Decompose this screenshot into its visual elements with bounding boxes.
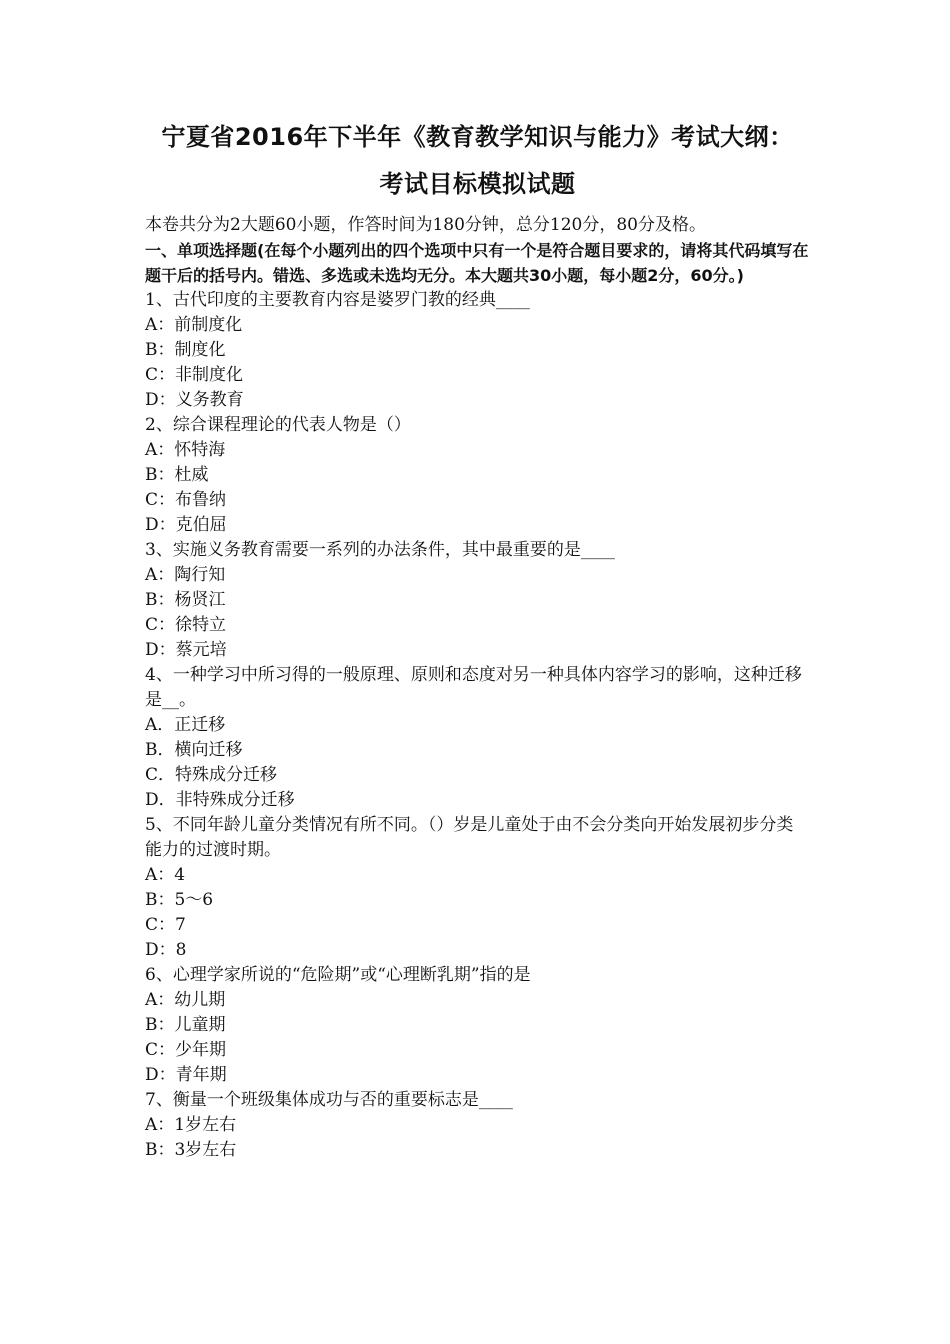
option-b: B．横向迁移	[145, 740, 243, 760]
option-c: C：非制度化	[145, 365, 244, 385]
section-heading-single-choice: 一、单项选择题(在每个小题列出的四个选项中只有一个是符合题目要求的，请将其代码填写在题干后的括号内。错选、多选或未选均无分。本大题共30小题，每小题2分，60分。)	[145, 241, 809, 285]
question-stem: 7、衡量一个班级集体成功与否的重要标志是____	[145, 1090, 513, 1110]
option-b: B：杨贤江	[145, 590, 226, 610]
option-d: D：义务教育	[145, 390, 244, 410]
document-title-line1: 宁夏省2016年下半年《教育教学知识与能力》考试大纲：	[161, 123, 794, 151]
option-b: B：3岁左右	[145, 1140, 237, 1160]
question-6	[145, 963, 810, 1088]
question-stem: 3、实施义务教育需要一系列的办法条件，其中最重要的是____	[145, 540, 615, 560]
exam-intro: 本卷共分为2大题60小题，作答时间为180分钟，总分120分，80分及格。	[145, 215, 706, 235]
option-a: A：陶行知	[145, 565, 226, 585]
question-2	[145, 413, 810, 538]
option-c: C：徐特立	[145, 615, 227, 635]
option-a: A：1岁左右	[145, 1115, 237, 1135]
option-c: C．特殊成分迁移	[145, 765, 278, 785]
option-b: B：5～6	[145, 890, 214, 910]
option-a: A：4	[145, 865, 186, 885]
option-c: C：7	[145, 915, 186, 935]
option-a: A：前制度化	[145, 315, 243, 335]
option-c: C：布鲁纳	[145, 490, 227, 510]
question-stem: 4、一种学习中所习得的一般原理、原则和态度对另一种具体内容学习的影响，这种迁移是__。	[145, 665, 802, 710]
option-d: D：8	[145, 940, 187, 960]
document-page	[145, 112, 810, 1163]
question-stem: 6、心理学家所说的“危险期”或“心理断乳期”指的是	[145, 965, 531, 985]
option-c: C：少年期	[145, 1040, 227, 1060]
option-b: B：杜威	[145, 465, 209, 485]
option-a: A．正迁移	[145, 715, 226, 735]
option-d: D：青年期	[145, 1065, 227, 1085]
option-d: D．非特殊成分迁移	[145, 790, 295, 810]
question-4	[145, 663, 810, 813]
option-d: D：蔡元培	[145, 640, 227, 660]
question-stem: 5、不同年龄儿童分类情况有所不同。（）岁是儿童处于由不会分类向开始发展初步分类能力的过渡时期。	[145, 815, 794, 860]
option-a: A：怀特海	[145, 440, 226, 460]
option-a: A：幼儿期	[145, 990, 226, 1010]
question-7	[145, 1088, 810, 1163]
option-b: B：制度化	[145, 340, 226, 360]
question-5	[145, 813, 810, 963]
question-stem: 1、古代印度的主要教育内容是婆罗门教的经典____	[145, 290, 530, 310]
question-3	[145, 538, 810, 663]
question-1	[145, 288, 810, 413]
option-b: B：儿童期	[145, 1015, 226, 1035]
option-d: D：克伯屈	[145, 515, 227, 535]
document-title-line2: 考试目标模拟试题	[379, 170, 576, 198]
question-stem: 2、综合课程理论的代表人物是（）	[145, 415, 411, 435]
